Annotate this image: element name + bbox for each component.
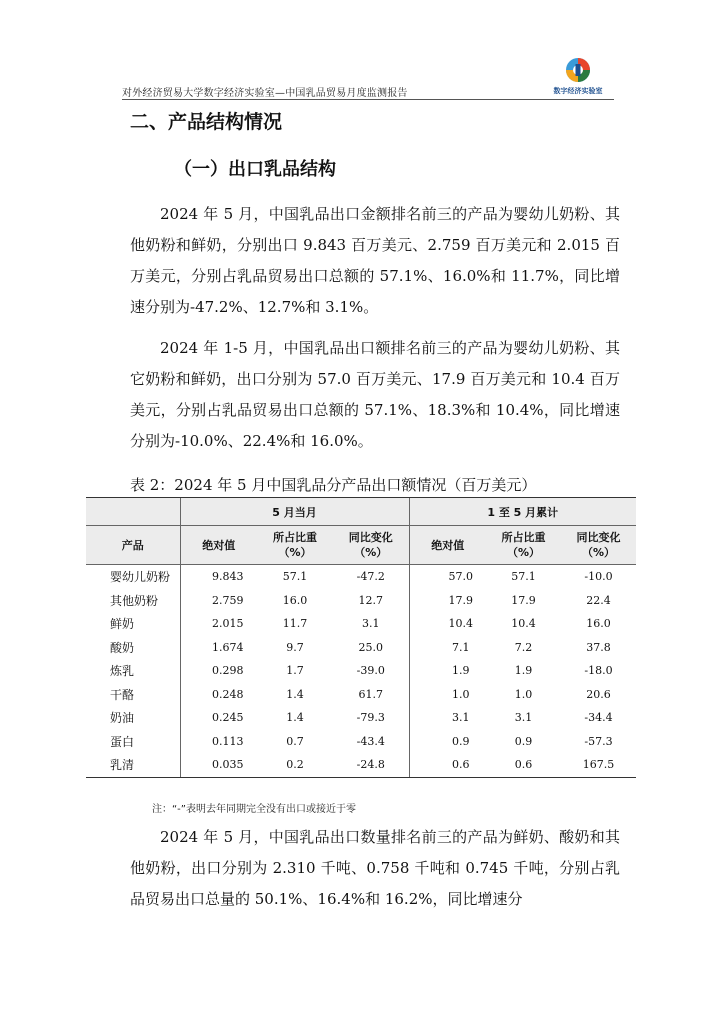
cell-month-abs: 0.035 (180, 753, 257, 777)
lab-logo (548, 55, 608, 97)
header-month-share-line2: （%） (278, 546, 312, 559)
cell-product: 婴幼儿奶粉 (110, 570, 171, 585)
section-title: 二、产品结构情况 (130, 111, 283, 133)
cell-month-yoy: -39.0 (356, 664, 385, 678)
cell-cum-yoy: -18.0 (584, 664, 613, 678)
table-row (86, 730, 636, 754)
cell-cum-abs: 0.9 (409, 730, 486, 754)
header-cum-yoy (561, 526, 636, 565)
cell-month-abs: 0.298 (180, 659, 257, 683)
cell-month-share: 11.7 (282, 617, 308, 631)
header-cum-yoy-line1: 同比变化 (576, 531, 621, 544)
cell-month-share: 1.4 (286, 711, 304, 725)
cell-cum-yoy: 22.4 (586, 593, 611, 607)
cell-month-yoy: -79.3 (356, 711, 385, 725)
cell-month-abs: 1.674 (180, 636, 257, 660)
cell-month-abs: 2.759 (180, 589, 257, 613)
cell-cum-yoy: 167.5 (561, 753, 636, 777)
header-group-month: 5 月当月 (180, 498, 409, 526)
cell-month-share: 16.0 (282, 593, 308, 607)
cell-cum-yoy: 37.8 (586, 640, 611, 654)
table-row (86, 659, 636, 683)
cell-month-yoy: 3.1 (362, 617, 380, 631)
cell-cum-share: 10.4 (511, 617, 536, 631)
cell-cum-yoy: -10.0 (584, 570, 613, 584)
cell-cum-share: 57.1 (511, 570, 536, 584)
cell-cum-abs: 17.9 (409, 589, 486, 613)
cell-cum-abs: 0.6 (409, 753, 486, 777)
cell-month-abs: 0.248 (180, 683, 257, 707)
cell-product: 鲜奶 (110, 617, 135, 632)
cell-cum-yoy: 16.0 (586, 617, 611, 631)
cell-product: 其他奶粉 (110, 593, 159, 608)
cell-product: 酸奶 (110, 640, 135, 655)
cell-cum-share: 17.9 (511, 593, 536, 607)
header-cum-abs: 绝对值 (409, 526, 486, 565)
table-row (86, 565, 636, 589)
header-month-abs: 绝对值 (180, 526, 257, 565)
header-month-yoy (333, 526, 409, 565)
cell-cum-abs: 7.1 (409, 636, 486, 660)
cell-cum-abs: 57.0 (409, 565, 486, 589)
report-header-title: 对外经济贸易大学数字经济实验室—中国乳品贸易月度监测报告 (122, 88, 408, 99)
cell-cum-yoy: -34.4 (584, 711, 613, 725)
table-row (86, 636, 636, 660)
cell-month-share: 57.1 (282, 570, 308, 584)
table-row (86, 706, 636, 730)
header-month-yoy-line2: （%） (354, 546, 388, 559)
cell-month-abs: 9.843 (180, 565, 257, 589)
cell-cum-yoy: 20.6 (586, 687, 611, 701)
cell-cum-abs: 1.0 (409, 683, 486, 707)
header-month-share (257, 526, 333, 565)
cell-product: 蛋白 (110, 734, 135, 749)
cell-month-share: 0.7 (286, 734, 304, 748)
paragraph-jan-may-export-value: 2024 年 1-5 月，中国乳品出口额排名前三的产品为婴幼儿奶粉、其它奶粉和鲜奶，出口分别为 57.0 百万美元、17.9 百万美元和 10.4 百万美元，分别占乳品贸易出口总额的 57.1%、18.3%和 10.4%，同比增速分别为-10.0%、22.4%和 16.0%。 (130, 339, 620, 450)
cell-month-yoy: -24.8 (333, 753, 409, 777)
cell-month-yoy: 12.7 (358, 593, 383, 607)
table-row (86, 683, 636, 707)
cell-month-yoy: -47.2 (356, 570, 385, 584)
lab-logo-icon (548, 55, 608, 97)
export-by-product-table (86, 497, 636, 778)
table-row (86, 753, 636, 777)
cell-month-abs: 0.245 (180, 706, 257, 730)
cell-cum-share: 1.9 (514, 664, 533, 678)
header-cum-share-line2: （%） (507, 546, 541, 559)
table-header-blank (86, 498, 180, 526)
cell-cum-abs: 3.1 (409, 706, 486, 730)
cell-product: 干酪 (110, 687, 135, 702)
cell-cum-abs: 1.9 (409, 659, 486, 683)
cell-month-abs: 2.015 (180, 612, 257, 636)
cell-cum-abs: 10.4 (409, 612, 486, 636)
cell-cum-share: 3.1 (514, 711, 533, 725)
cell-product: 炼乳 (110, 664, 135, 679)
paragraph-may-export-volume: 2024 年 5 月，中国乳品出口数量排名前三的产品为鲜奶、酸奶和其他奶粉，出口分别为 2.310 千吨、0.758 千吨和 0.745 千吨，分别占乳品贸易出口总量的 50.1%、16.4%和 16.2%，同比增速分 (130, 828, 620, 908)
table-note: 注：“-”表明去年同期完全没有出口或接近于零 (152, 804, 356, 815)
subsection-title: （一）出口乳品结构 (174, 159, 336, 180)
cell-product: 奶油 (110, 711, 135, 726)
header-divider (122, 99, 614, 100)
table-caption: 表 2：2024 年 5 月中国乳品分产品出口额情况（百万美元） (130, 476, 537, 494)
cell-cum-yoy: -57.3 (584, 734, 613, 748)
cell-month-abs: 0.113 (180, 730, 257, 754)
logo-text: 数字经济实验室 (553, 87, 603, 95)
cell-month-yoy: -43.4 (356, 734, 385, 748)
table-row (86, 589, 636, 613)
cell-product: 乳清 (86, 753, 180, 777)
cell-month-share: 1.7 (286, 664, 304, 678)
cell-cum-share: 0.6 (486, 753, 561, 777)
header-cum-share-line1: 所占比重 (501, 531, 546, 544)
table-row (86, 612, 636, 636)
cell-cum-share: 0.9 (514, 734, 533, 748)
header-month-share-line1: 所占比重 (273, 531, 317, 544)
cell-cum-share: 7.2 (514, 640, 533, 654)
header-group-cumulative: 1 至 5 月累计 (409, 498, 636, 526)
cell-month-share: 9.7 (286, 640, 304, 654)
header-product: 产品 (86, 526, 180, 565)
header-cum-share (486, 526, 561, 565)
cell-month-yoy: 25.0 (358, 640, 383, 654)
cell-month-share: 0.2 (257, 753, 333, 777)
paragraph-may-export-value: 2024 年 5 月，中国乳品出口金额排名前三的产品为婴幼儿奶粉、其他奶粉和鲜奶，分别出口 9.843 百万美元、2.759 百万美元和 2.015 百万美元，分别占乳品贸易出口总额的 57.1%、16.0%和 11.7%，同比增速分别为-47.2%、12.7%和 3.1%。 (130, 205, 620, 316)
header-month-yoy-line1: 同比变化 (348, 531, 393, 544)
cell-cum-share: 1.0 (514, 687, 533, 701)
cell-month-yoy: 61.7 (358, 687, 383, 701)
header-cum-yoy-line2: （%） (582, 546, 616, 559)
cell-month-share: 1.4 (286, 687, 304, 701)
